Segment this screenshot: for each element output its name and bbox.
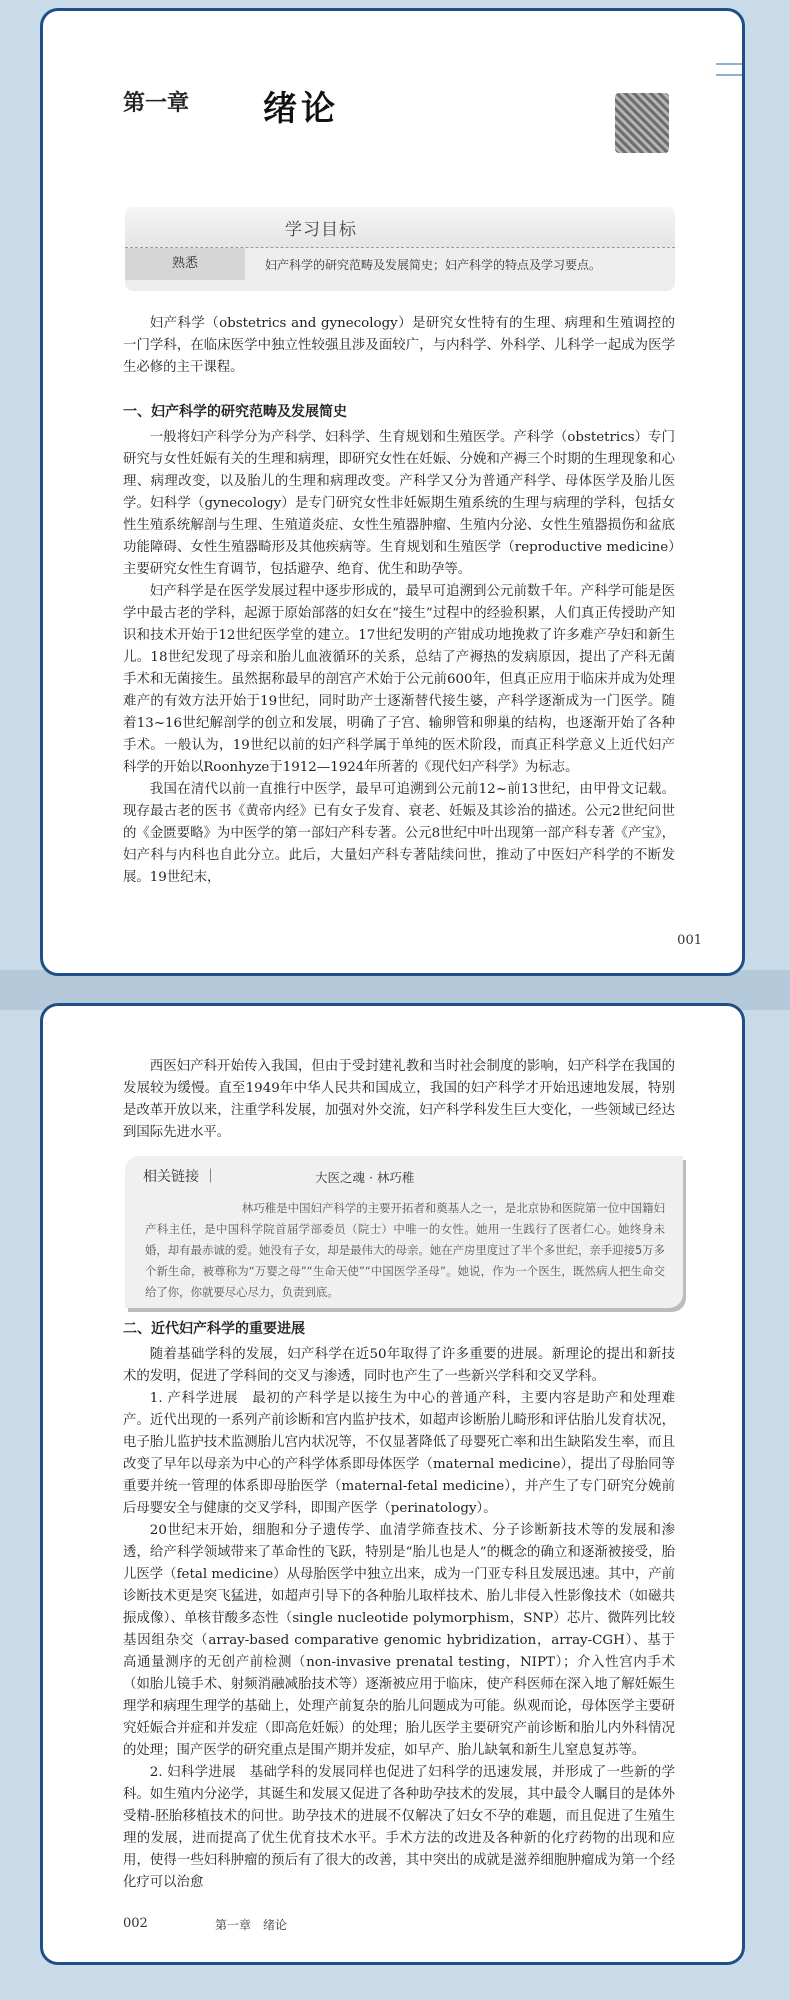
body-paragraph: 20世纪末开始，细胞和分子遗传学、血清学筛查技术、分子诊断新技术等的发展和渗透，给产科学领域带来了革命性的飞跃，特别是“胎儿也是人”的概念的确立和逐渐被接受，胎儿医学（fetal medicine）从母胎医学中独立出来，成为一门亚专科且发展迅速。其中，产前诊断技术更是突飞猛进，如超声引导下的各种胎儿取样技术、胎儿非侵入性影像技术（如磁共振成像）、单核苷酸多态性（single nucleotide polymorphism，SNP）芯片、微阵列比较基因组杂交（array-based comparative genomic hybridization，array-CGH）、基于高通量测序的无创产前检测（non-invasive prenatal testing，NIPT）；介入性宫内手术（如胎儿镜手术、射频消融减胎技术等）逐渐被应用于临床，使产科医师在深入地了解妊娠生理学和病理生理学的基础上，处理产前复杂的胎儿问题成为可能。纵观而论，母体医学主要研究妊娠合并症和并发症（即高危妊娠）的处理；胎儿医学主要研究产前诊断和胎儿内外科情况的处理；围产医学的研究重点是围产期并发症，如早产、胎儿缺氧和新生儿窒息复苏等。 (123, 1523, 675, 1758)
page-edge-lines (716, 63, 742, 85)
page1-body (123, 313, 675, 889)
body-paragraph: 妇产科学是在医学发展过程中逐步形成的，最早可追溯到公元前数千年。产科学可能是医学中最古老的学科，起源于原始部落的妇女在“接生”过程中的经验积累，人们真正传授助产知识和技术开始于12世纪医学堂的建立。17世纪发明的产钳成功地挽救了许多难产孕妇和新生儿。18世纪发现了母亲和胎儿血液循环的关系，总结了产褥热的发病原因，提出了产科无菌手术和无菌接生。虽然据称最早的剖宫产术始于公元前600年，但真正应用于临床并成为处理难产的有效方法开始于19世纪，同时助产士逐渐替代接生婆，产科学逐渐成为一门医学。随着13~16世纪解剖学的创立和发展，明确了子宫、输卵管和卵巢的结构，也逐渐开始了各种手术。一般认为，19世纪以前的妇产科学属于单纯的医术阶段，而真正科学意义上近代妇产科学的开始以Roonhyze于1912—1924年所著的《现代妇产科学》为标志。 (123, 584, 675, 775)
objectives-title: 学习目标 (285, 220, 357, 240)
book-page-1 (40, 8, 745, 976)
intro-paragraph: 妇产科学（obstetrics and gynecology）是研究女性特有的生理、病理和生殖调控的一门学科，在临床医学中独立性较强且涉及面较广，与内科学、外科学、儿科学一起成为医学生必修的主干课程。 (123, 316, 675, 375)
body-paragraph: 2. 妇科学进展 基础学科的发展同样也促进了妇科学的迅速发展，并形成了一些新的学科。如生殖内分泌学，其诞生和发展又促进了各种助孕技术的发展，其中最令人瞩目的是体外受精-胚胎移植技术的问世。助孕技术的进展不仅解决了妇女不孕的难题，而且促进了生殖生理的发展，进而提高了优生优育技术水平。手术方法的改进及各种新的化疗药物的出现和应用，使得一些妇科肿瘤的预后有了很大的改善，其中突出的成就是滋养细胞肿瘤成为第一个经化疗可以治愈 (123, 1765, 675, 1890)
objectives-text: 妇产科学的研究范畴及发展简史；妇产科学的特点及学习要点。 (265, 258, 602, 272)
page2-top-body (123, 1056, 675, 1144)
qr-code-icon[interactable] (615, 93, 669, 153)
footer-chapter: 第一章 绪论 (215, 1918, 288, 1932)
page2-body (123, 1318, 675, 1894)
book-page-2 (40, 1003, 745, 1965)
page-number: 002 (123, 1916, 148, 1931)
chapter-title: 绪论 (263, 89, 339, 129)
body-paragraph: 1. 产科学进展 最初的产科学是以接生为中心的普通产科，主要内容是助产和处理难产。近代出现的一系列产前诊断和宫内监护技术，如超声诊断胎儿畸形和评估胎儿发育状况，电子胎儿监护技术监测胎儿宫内状况等，不仅显著降低了母婴死亡率和出生缺陷发生率，而且改变了早年以母亲为中心的产科学体系即母体医学（maternal medicine），提出了母胎同等重要并统一管理的体系即母胎医学（maternal-fetal medicine），并产生了专门研究分娩前后母婴安全与健康的交叉学科，即围产医学（perinatology）。 (123, 1391, 675, 1516)
body-paragraph: 一般将妇产科学分为产科学、妇科学、生育规划和生殖医学。产科学（obstetrics）专门研究与女性妊娠有关的生理和病理，即研究女性在妊娠、分娩和产褥三个时期的生理现象和心理、病理改变，以及胎儿的生理和病理改变。产科学又分为普通产科学、母体医学及胎儿医学。妇科学（gynecology）是专门研究女性非妊娠期生殖系统的生理与病理的学科，包括女性生殖系统解剖与生理、生殖道炎症、女性生殖器肿瘤、生殖内分泌、女性生殖器损伤和盆底功能障碍、女性生殖器畸形及其他疾病等。生育规划和生殖医学（reproductive medicine）主要研究女性生育调节，包括避孕、绝育、优生和助孕等。 (123, 430, 675, 577)
related-link-text (145, 1198, 665, 1303)
body-paragraph: 随着基础学科的发展，妇产科学在近50年取得了许多重要的进展。新理论的提出和新技术的发明，促进了学科间的交叉与渗透，同时也产生了一些新兴学科和交叉学科。 (123, 1347, 675, 1384)
learning-objectives-box (125, 207, 675, 291)
objectives-header (125, 207, 675, 248)
related-link-title: 大医之魂 · 林巧稚 (315, 1170, 415, 1185)
body-paragraph: 西医妇产科开始传入我国，但由于受封建礼教和当时社会制度的影响，妇产科学在我国的发展较为缓慢。直至1949年中华人民共和国成立，我国的妇产科学才开始迅速地发展，特别是改革开放以来，注重学科发展，加强对外交流，妇产科学科发生巨大变化，一些领域已经达到国际先进水平。 (123, 1059, 675, 1140)
objectives-row (125, 248, 675, 280)
section-heading: 一、妇产科学的研究范畴及发展简史 (123, 404, 347, 420)
related-link-label: 相关链接 ｜ (143, 1169, 218, 1185)
related-link-paragraph: 林巧稚是中国妇产科学的主要开拓者和奠基人之一，是北京协和医院第一位中国籍妇产科主任，是中国科学院首届学部委员（院士）中唯一的女性。她用一生践行了医者仁心。她终身未婚，却有最赤诚的爱。她没有子女，却是最伟大的母亲。她在产房里度过了半个多世纪，亲手迎接5万多个新生命，被尊称为“万婴之母”“生命天使”“中国医学圣母”。她说，作为一个医生，既然病人把生命交给了你，你就要尽心尽力，负责到底。 (145, 1201, 665, 1299)
page-number: 001 (677, 933, 702, 948)
body-paragraph: 我国在清代以前一直推行中医学，最早可追溯到公元前12~前13世纪，由甲骨文记载。现存最古老的医书《黄帝内经》已有女子发育、衰老、妊娠及其诊治的描述。公元2世纪问世的《金匮要略》为中医学的第一部妇产科专著。公元8世纪中叶出现第一部产科专著《产宝》，妇产科与内科也自此分立。此后，大量妇产科专著陆续问世，推动了中医妇产科学的不断发展。19世纪末， (123, 782, 675, 885)
related-link-box (125, 1156, 683, 1308)
objectives-label: 熟悉 (125, 248, 245, 280)
section-heading: 二、近代妇产科学的重要进展 (123, 1321, 305, 1337)
chapter-number: 第一章 (123, 90, 190, 116)
